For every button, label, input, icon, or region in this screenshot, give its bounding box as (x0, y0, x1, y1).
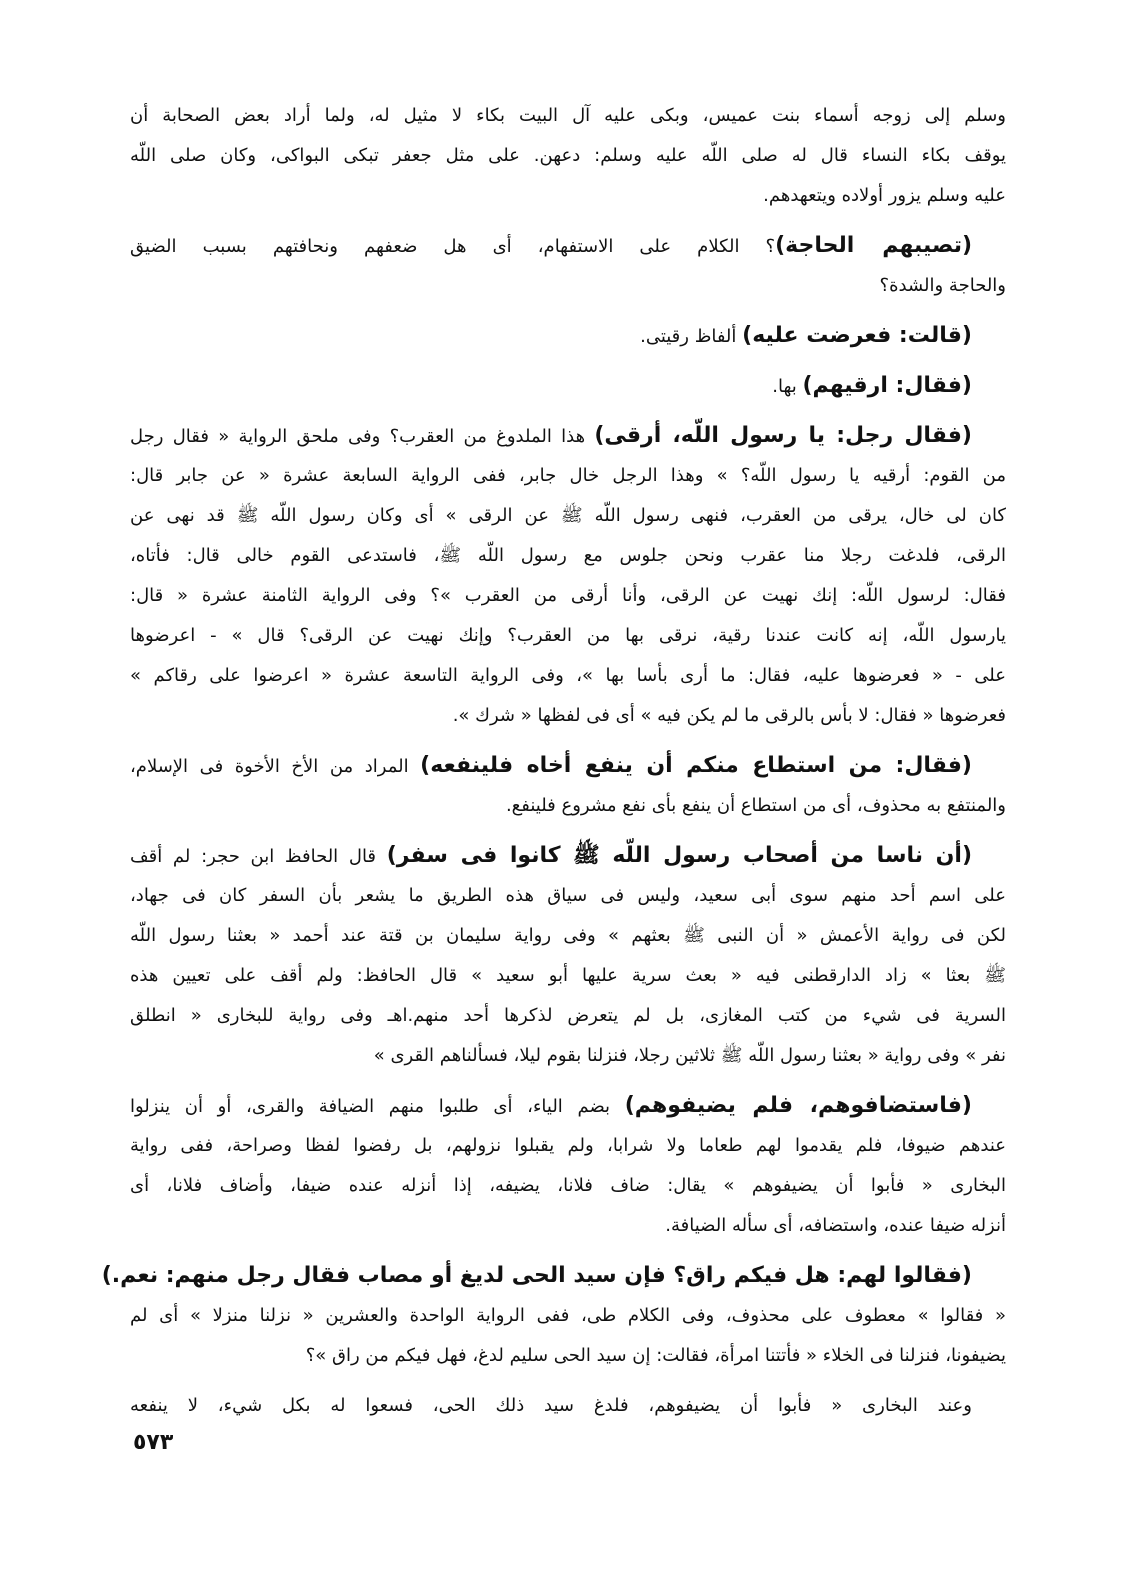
text-line (130, 316, 1006, 356)
body-text: قال الحافظ ابن حجر: لم أقف (130, 846, 387, 867)
body-text: السرية فى شيء من كتب المغازى، بل لم يتعرض لذكرها أحد منهم.اهـ وفى رواية للبخارى « انطلق (130, 1005, 1006, 1026)
text-line (130, 956, 1006, 996)
text-line (130, 496, 1006, 536)
text-line (130, 136, 1006, 176)
body-text: يوقف بكاء النساء قال له صلى اللّه عليه وسلم: دعهن. على مثل جعفر تبكى البواكى، وكان صلى اللّه (130, 145, 1006, 166)
paragraph (130, 416, 1006, 736)
body-text: المراد من الأخ الأخوة فى الإسلام، (130, 756, 421, 777)
body-text: يضيفونا، فنزلنا فى الخلاء « فأتتنا امرأة، فقالت: إن سيد الحى سليم لدغ، فهل فيكم من راق »؟ (305, 1345, 1006, 1366)
text-line (130, 696, 1006, 736)
text-line (130, 176, 1006, 216)
text-line (130, 656, 1006, 696)
text-line (130, 266, 1006, 306)
text-line (130, 746, 1006, 786)
paragraph (130, 96, 1006, 216)
text-line (130, 576, 1006, 616)
text-line (130, 836, 1006, 876)
page-number: ٥٧٣ (133, 1430, 174, 1455)
body-text: البخارى « فأبوا أن يضيفوهم » يقال: ضاف فلانا، يضيفه، إذا أنزله عنده ضيفا، وأضاف فلانا، أى (130, 1175, 1006, 1196)
text-line (130, 366, 1006, 406)
body-text: بضم الياء، أى طلبوا منهم الضيافة والقرى، أو أن ينزلوا (130, 1096, 625, 1117)
body-text: عليه وسلم يزور أولاده ويتعهدهم. (763, 185, 1006, 206)
text-line (130, 1036, 1006, 1076)
text-line (130, 1336, 1006, 1376)
text-line (130, 876, 1006, 916)
body-text: لكن فى رواية الأعمش « أن النبى ﷺ بعثهم » وفى رواية سليمان بن قتة عند أحمد « بعثنا رسول اللّه (130, 925, 1006, 946)
bold-lemma: (فقالوا لهم: هل فيكم راق؟ فإن سيد الحى لديغ أو مصاب فقال رجل منهم: نعم.) (101, 1263, 972, 1288)
paragraph (130, 836, 1006, 1076)
body-text: الرقى، فلدغت رجلا منا عقرب ونحن جلوس مع رسول اللّه ﷺ، فاستدعى القوم خالى قال: فأتاه، (130, 545, 1006, 566)
body-text: وعند البخارى « فأبوا أن يضيفوهم، فلدغ سيد ذلك الحى، فسعوا له بكل شيء، لا ينفعه (130, 1395, 972, 1416)
document-body (101, 96, 1006, 1436)
bold-lemma: (فقال: ارقيهم) (802, 373, 972, 398)
body-text: يارسول اللّه، إنه كانت عندنا رقية، نرقى بها من العقرب؟ وإنك نهيت عن الرقى؟ قال » - اعرضوها (130, 625, 1006, 646)
text-line (130, 416, 1006, 456)
text-line (130, 616, 1006, 656)
text-line (130, 1206, 1006, 1246)
body-text: هذا الملدوغ من العقرب؟ وفى ملحق الرواية « فقال رجل (130, 426, 595, 447)
body-text: والحاجة والشدة؟ (879, 275, 1006, 296)
bold-lemma: (فقال رجل: يا رسول اللّه، أرقى) (594, 423, 972, 448)
body-text: ﷺ بعثا » زاد الدارقطنى فيه « بعث سرية عليها أبو سعيد » قال الحافظ: ولم أقف على تعيين هذه (130, 965, 1006, 986)
paragraph (130, 1386, 1006, 1426)
text-line (130, 1296, 1006, 1336)
paragraph (101, 1256, 1006, 1376)
paragraph (130, 366, 1006, 406)
body-text: وسلم إلى زوجه أسماء بنت عميس، وبكى عليه آل البيت بكاء لا مثيل له، ولما أراد بعض الصحابة أن (130, 105, 1006, 126)
bold-lemma: (فاستضافوهم، فلم يضيفوهم) (624, 1093, 972, 1118)
body-text: نفر » وفى رواية « بعثنا رسول اللّه ﷺ ثلاثين رجلا، فنزلنا بقوم ليلا، فسألناهم القرى » (373, 1045, 1006, 1066)
text-line (101, 1256, 1006, 1296)
text-line (130, 1386, 1006, 1426)
text-line (130, 996, 1006, 1036)
body-text: كان لى خال، يرقى من العقرب، فنهى رسول اللّه ﷺ عن الرقى » أى وكان رسول اللّه ﷺ قد نهى عن (130, 505, 1006, 526)
bold-lemma: (فقال: من استطاع منكم أن ينفع أخاه فلينفعه) (420, 753, 972, 778)
text-line (130, 1126, 1006, 1166)
paragraph (130, 1086, 1006, 1246)
body-text: على اسم أحد منهم سوى أبى سعيد، وليس فى سياق هذه الطريق ما يشعر بأن السفر كان فى جهاد، (130, 885, 1006, 906)
body-text: عندهم ضيوفا، فلم يقدموا لهم طعاما ولا شرابا، ولم يقبلوا نزولهم، بل رفضوا لفظا وصراحة، ففى رواية (130, 1135, 1006, 1156)
body-text: « فقالوا » معطوف على محذوف، وفى الكلام طى، ففى الرواية الواحدة والعشرين « نزلنا منزلا » أى لم (130, 1305, 1006, 1326)
body-text: بها. (772, 376, 803, 397)
text-line (130, 536, 1006, 576)
body-text: والمنتفع به محذوف، أى من استطاع أن ينفع بأى نفع مشروع فلينفع. (505, 795, 1006, 816)
text-line (130, 916, 1006, 956)
text-line (130, 786, 1006, 826)
body-text: ؟ الكلام على الاستفهام، أى هل ضعفهم ونحافتهم بسبب الضيق (130, 236, 776, 257)
body-text: من القوم: أرقيه يا رسول اللّه؟ » وهذا الرجل خال جابر، ففى الرواية السابعة عشرة « عن جابر قال: (130, 465, 1006, 486)
paragraph (130, 316, 1006, 356)
bold-lemma: (تصيبهم الحاجة) (775, 233, 973, 258)
body-text: فقال: لرسول اللّه: إنك نهيت عن الرقى، وأنا أرقى من العقرب »؟ وفى الرواية الثامنة عشرة « قال: (130, 585, 1006, 606)
paragraph (130, 746, 1006, 826)
text-line (130, 1166, 1006, 1206)
bold-lemma: (أن ناسا من أصحاب رسول اللّه ﷺ كانوا فى سفر) (386, 843, 972, 868)
body-text: على - « فعرضوها عليه، فقال: ما أرى بأسا بها »، وفى الرواية التاسعة عشرة « اعرضوا على رقاكم » (130, 665, 1006, 686)
text-line (130, 226, 1006, 266)
paragraph (130, 226, 1006, 306)
text-line (130, 1086, 1006, 1126)
body-text: أنزله ضيفا عنده، واستضافه، أى سأله الضيافة. (665, 1215, 1006, 1236)
body-text: فعرضوها « فقال: لا بأس بالرقى ما لم يكن فيه » أى فى لفظها « شرك ». (452, 705, 1006, 726)
text-line (130, 96, 1006, 136)
text-line (130, 456, 1006, 496)
bold-lemma: (قالت: فعرضت عليه) (742, 323, 972, 348)
body-text: ألفاظ رقيتى. (640, 326, 743, 347)
